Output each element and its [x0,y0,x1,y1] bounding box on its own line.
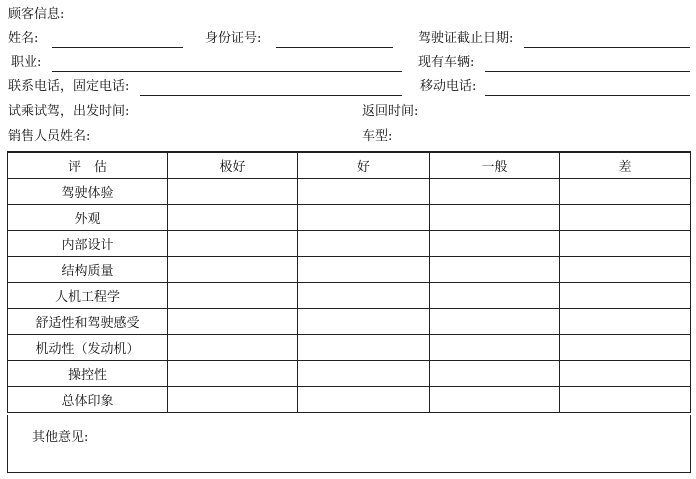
rating-cell[interactable] [298,387,430,413]
rating-cell[interactable] [560,387,691,413]
rating-cell[interactable] [168,205,298,231]
departure-time-label: 试乘试驾，出发时间: [8,104,130,119]
mobile-field[interactable] [485,95,690,96]
rating-cell[interactable] [168,283,298,309]
landline-field[interactable] [140,95,402,96]
name-label: 姓名: [8,31,39,46]
table-top-border [7,151,690,153]
license-expiry-label: 驾驶证截止日期: [418,31,514,46]
rating-cell[interactable] [168,179,298,205]
table-row [8,283,691,309]
return-time-label: 返回时间: [362,104,419,119]
rating-cell[interactable] [560,179,691,205]
rating-cell[interactable] [560,283,691,309]
rating-cell[interactable] [298,257,430,283]
occupation-label: 职业: [11,55,42,70]
rating-cell[interactable] [298,309,430,335]
header-good: 好 [298,152,430,179]
name-field[interactable] [52,47,183,48]
rating-cell[interactable] [168,387,298,413]
rating-cell[interactable] [560,361,691,387]
table-row [8,231,691,257]
rating-cell[interactable] [560,231,691,257]
header-poor: 差 [560,152,691,179]
table-row [8,257,691,283]
row-label: 内部设计 [8,231,168,257]
table-row [8,361,691,387]
rating-cell[interactable] [168,361,298,387]
license-expiry-field[interactable] [524,47,690,48]
rating-cell[interactable] [430,257,560,283]
occupation-field[interactable] [52,71,402,72]
rating-cell[interactable] [430,231,560,257]
rating-cell[interactable] [560,205,691,231]
rating-cell[interactable] [560,309,691,335]
mobile-label: 移动电话: [420,79,477,94]
row-label: 外观 [8,205,168,231]
id-number-label: 身份证号: [205,31,262,46]
rating-cell[interactable] [430,179,560,205]
row-label: 结构质量 [8,257,168,283]
salesperson-label: 销售人员姓名: [8,129,91,144]
section-title: 顾客信息: [8,7,65,22]
rating-cell[interactable] [430,361,560,387]
row-label: 人机工程学 [8,283,168,309]
rating-cell[interactable] [298,179,430,205]
rating-cell[interactable] [168,231,298,257]
table-row [8,387,691,413]
row-label: 操控性 [8,361,168,387]
rating-cell[interactable] [168,335,298,361]
rating-cell[interactable] [560,335,691,361]
model-label: 车型: [362,129,393,144]
current-vehicle-field[interactable] [485,71,690,72]
rating-cell[interactable] [298,231,430,257]
row-label: 机动性（发动机） [8,335,168,361]
header-excellent: 极好 [168,152,298,179]
row-label: 舒适性和驾驶感受 [8,309,168,335]
id-number-field[interactable] [276,47,393,48]
rating-cell[interactable] [430,387,560,413]
table-row [8,309,691,335]
header-evaluation: 评 估 [8,152,168,179]
evaluation-table [7,151,691,413]
current-vehicle-label: 现有车辆: [418,55,475,70]
rating-cell[interactable] [298,283,430,309]
header-average: 一般 [430,152,560,179]
row-label: 总体印象 [8,387,168,413]
table-row [8,179,691,205]
row-label: 驾驶体验 [8,179,168,205]
table-row [8,205,691,231]
rating-cell[interactable] [430,335,560,361]
table-header-row [8,152,691,179]
rating-cell[interactable] [168,309,298,335]
rating-cell[interactable] [430,309,560,335]
rating-cell[interactable] [430,205,560,231]
landline-label: 联系电话，固定电话: [8,79,130,94]
rating-cell[interactable] [298,361,430,387]
rating-cell[interactable] [430,283,560,309]
rating-cell[interactable] [298,335,430,361]
rating-cell[interactable] [560,257,691,283]
rating-cell[interactable] [298,205,430,231]
table-row [8,335,691,361]
remarks-label: 其他意见: [32,430,89,445]
remarks-box[interactable] [7,415,691,473]
rating-cell[interactable] [168,257,298,283]
